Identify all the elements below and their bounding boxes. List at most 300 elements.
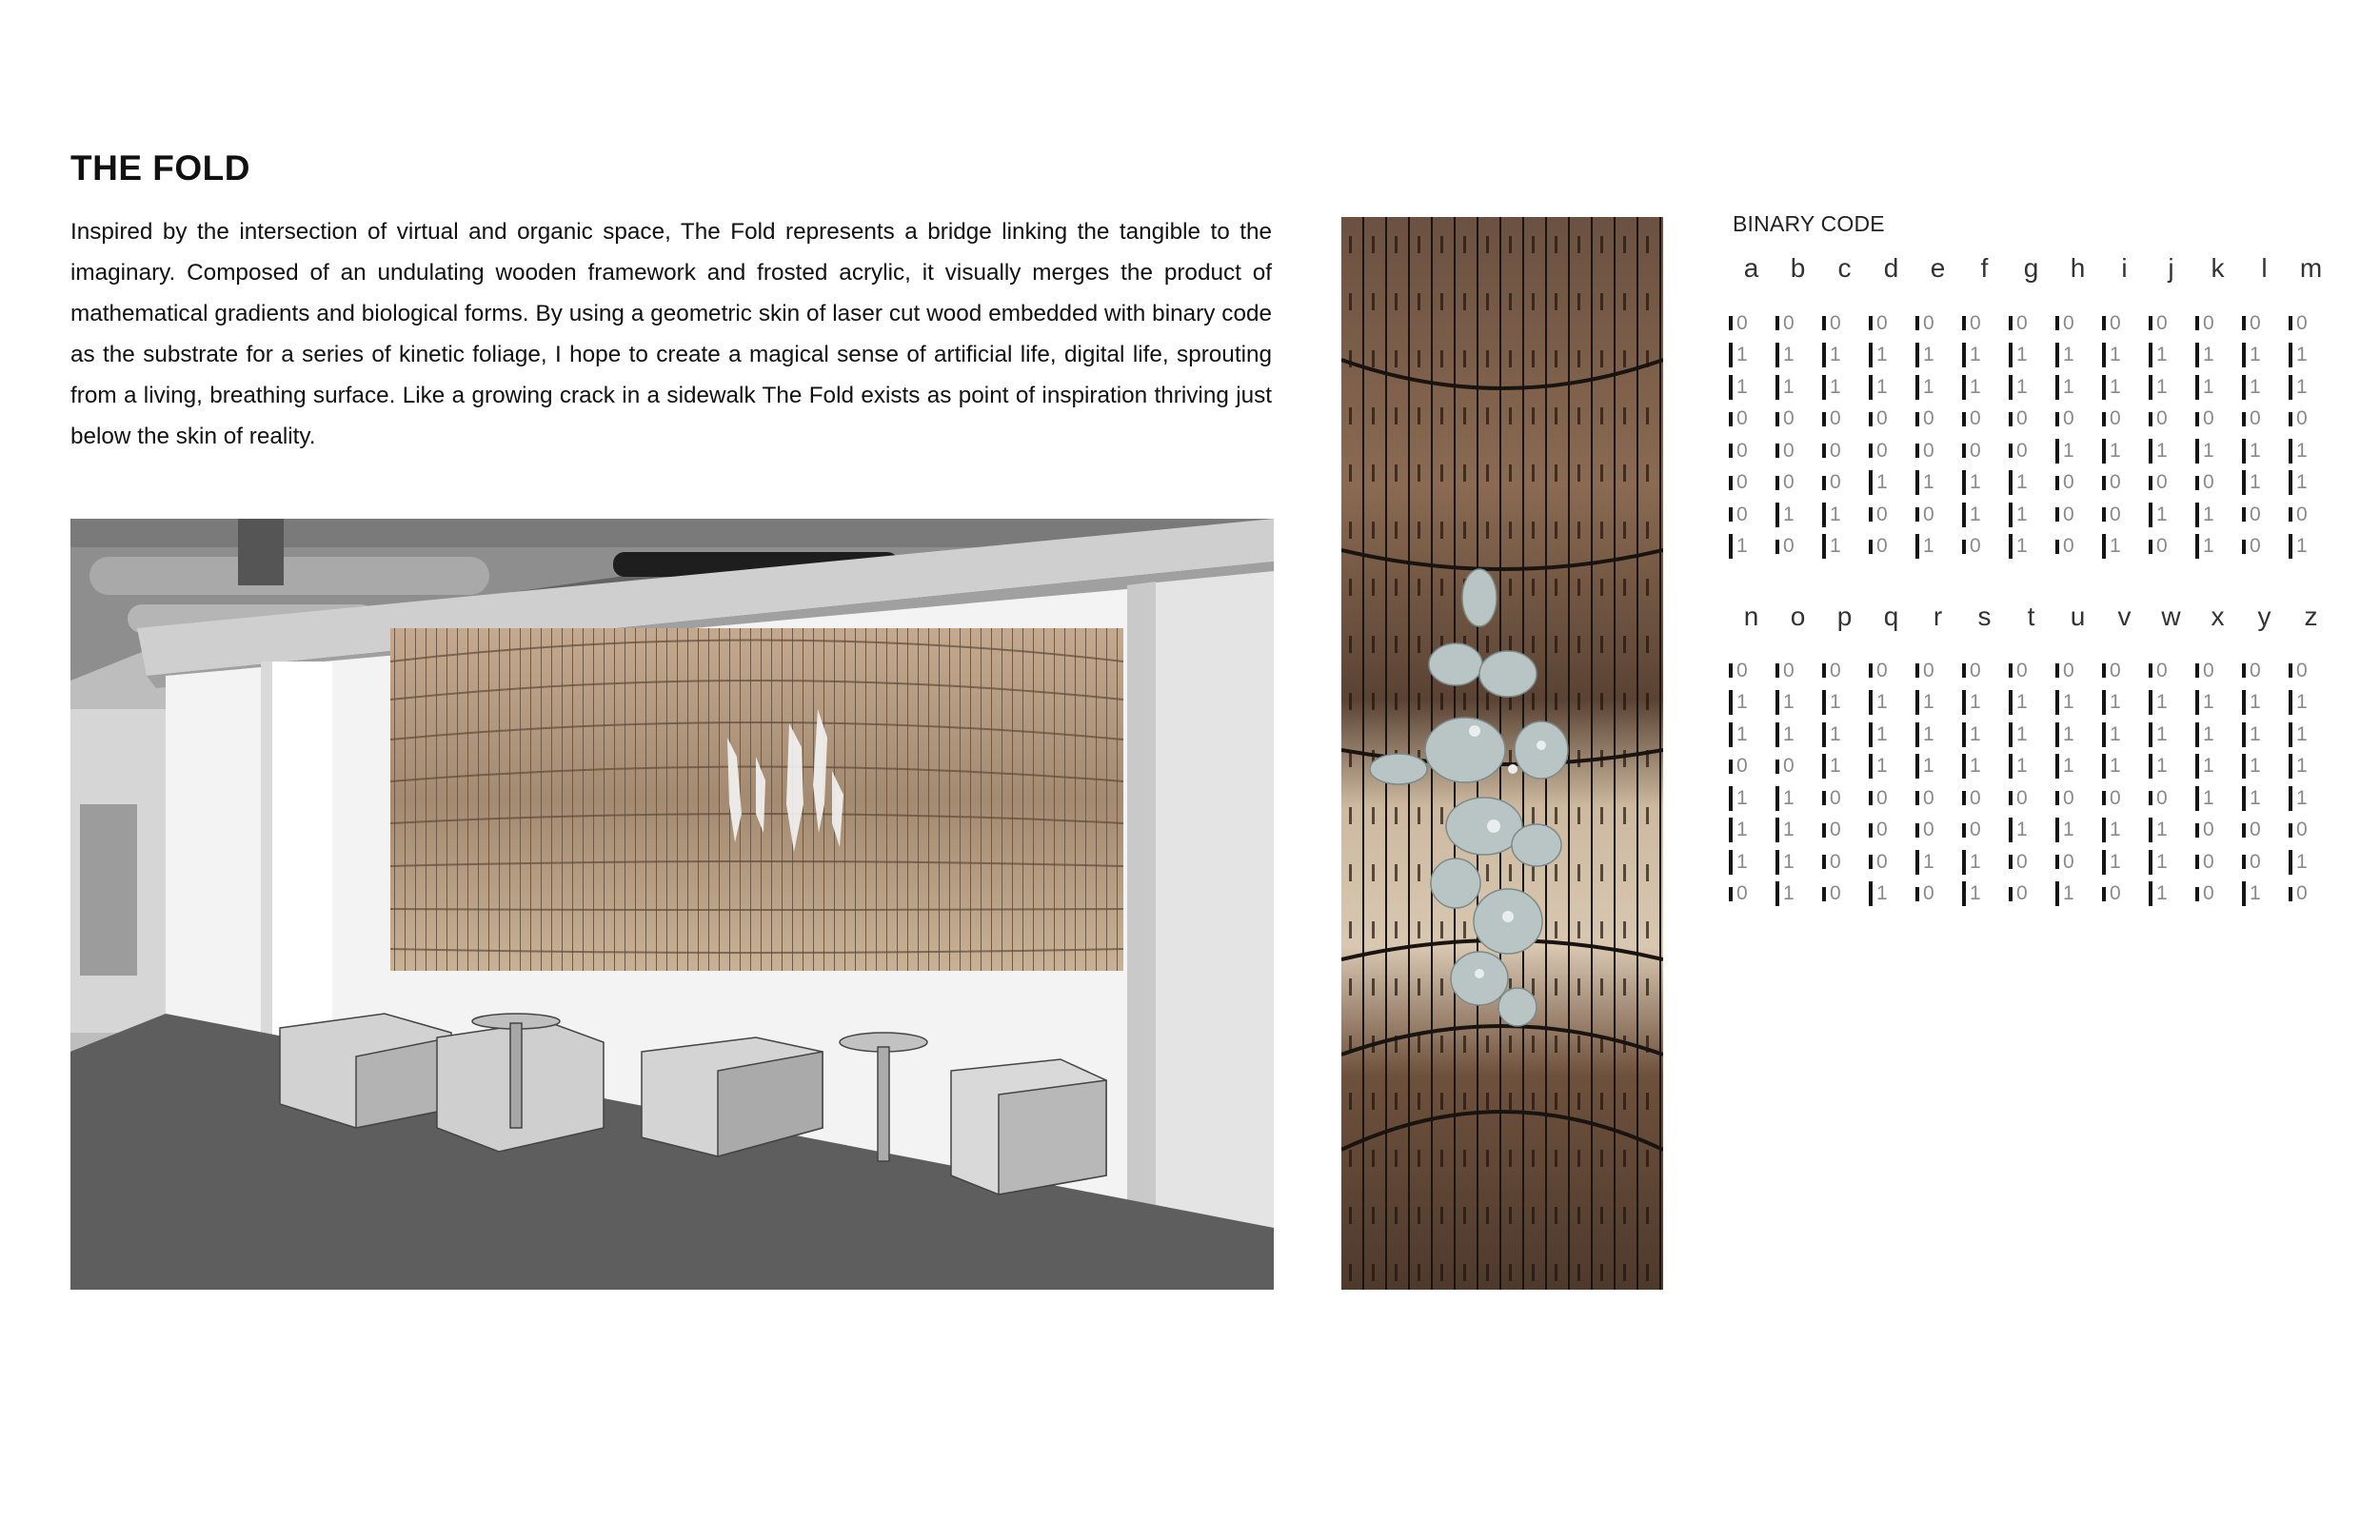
bit-bar-icon	[2009, 444, 2013, 458]
binary-bit	[2055, 751, 2102, 783]
bit-digit: 0	[2296, 819, 2308, 841]
bit-bar-icon	[2289, 439, 2292, 464]
bit-digit: 1	[2296, 755, 2308, 778]
binary-bit	[1962, 719, 2009, 751]
bit-bar-icon	[1729, 760, 1733, 774]
bit-bar-icon	[2102, 887, 2106, 901]
binary-bit	[2149, 719, 2195, 751]
bit-digit: 0	[2156, 659, 2168, 681]
binary-bit	[2289, 879, 2335, 911]
letter-o: o	[1790, 602, 1806, 631]
bit-digit: 1	[1923, 471, 1934, 494]
letter-n: n	[1743, 602, 1759, 631]
binary-bit	[1822, 499, 1869, 531]
bit-digit: 1	[2110, 535, 2121, 558]
bit-digit: 0	[2203, 659, 2214, 681]
bit-digit: 0	[1876, 439, 1888, 462]
bit-digit: 0	[2063, 311, 2074, 334]
binary-bit	[1962, 655, 2009, 687]
bit-digit: 0	[2296, 311, 2308, 334]
bit-bar-icon	[2055, 818, 2059, 842]
bit-bar-icon	[1962, 540, 1966, 554]
binary-bit	[2149, 531, 2195, 563]
bit-bar-icon	[2242, 375, 2246, 400]
bit-bar-icon	[2289, 850, 2292, 875]
binary-bit	[2009, 499, 2055, 531]
bit-digit: 0	[2016, 882, 2028, 905]
letter-p: p	[1836, 602, 1853, 631]
binary-bit	[2055, 435, 2102, 467]
bit-digit: 1	[2063, 439, 2074, 462]
binary-bit	[1775, 879, 1822, 911]
bit-digit: 0	[1830, 786, 1841, 809]
bit-bar-icon	[1775, 375, 1779, 400]
bit-digit: 0	[2063, 471, 2074, 494]
intro-paragraph: Inspired by the intersection of virtual and organic space, The Fold represents a bridge linking the tangible to the imaginary. Composed of an undulating wooden framework and frosted acrylic, it visually merges the product of mathematical gradients and biological forms. By using a geometric skin of laser cut wood embedded with binary code as the substrate for a series of kinetic foliage, I hope to create a magical sense of artificial life, digital life, sprouting from a living, breathing surface. Like a growing crack in a sidewalk The Fold exists as point of inspiration thriving just below the skin of reality.	[70, 219, 1272, 449]
bit-digit: 1	[1830, 722, 1841, 745]
binary-bit	[1729, 655, 1775, 687]
binary-bit	[2289, 846, 2335, 879]
binary-bit	[1775, 782, 1822, 815]
bit-digit: 1	[2110, 439, 2121, 462]
bit-bar-icon	[2009, 818, 2013, 842]
bit-bar-icon	[1729, 722, 1733, 747]
bit-bar-icon	[2055, 722, 2059, 747]
letter-row-a-m	[1728, 253, 2337, 284]
bit-digit: 1	[2156, 755, 2168, 778]
bit-digit: 1	[2296, 375, 2308, 398]
binary-bit	[2009, 687, 2055, 720]
binary-bit	[2195, 719, 2242, 751]
binary-bit	[1775, 751, 1822, 783]
binary-bit	[1962, 371, 2009, 404]
bit-bar-icon	[1822, 476, 1826, 490]
binary-bit	[2242, 307, 2289, 340]
bit-bar-icon	[1775, 881, 1779, 906]
binary-bit	[2102, 719, 2149, 751]
bit-bar-icon	[1915, 412, 1919, 426]
binary-bit	[1775, 404, 1822, 436]
bit-bar-icon	[2195, 412, 2199, 426]
bit-digit: 1	[1830, 535, 1841, 558]
interior-render-image	[70, 519, 1274, 1290]
binary-bit	[2055, 815, 2102, 847]
binary-bit	[1729, 751, 1775, 783]
binary-bit	[2195, 404, 2242, 436]
bit-bar-icon	[1822, 343, 1826, 367]
binary-bit	[2289, 307, 2335, 340]
binary-bit	[1729, 435, 1775, 467]
binary-bit	[2102, 751, 2149, 783]
binary-bit	[2242, 719, 2289, 751]
bit-bar-icon	[1962, 470, 1966, 495]
binary-bit	[1869, 371, 1915, 404]
binary-bit	[1822, 435, 1869, 467]
binary-bit	[1962, 499, 2009, 531]
bit-digit: 0	[1876, 407, 1888, 430]
bit-bar-icon	[2195, 786, 2199, 811]
bit-digit: 1	[1783, 344, 1795, 366]
bit-digit: 1	[2296, 344, 2308, 366]
bit-bar-icon	[2242, 316, 2246, 330]
binary-bit	[2289, 467, 2335, 500]
binary-bit	[1915, 846, 1962, 879]
bit-digit: 1	[2016, 503, 2028, 525]
binary-bit	[2195, 846, 2242, 879]
bit-digit: 1	[2296, 850, 2308, 873]
bit-digit: 1	[2016, 344, 2028, 366]
bit-bar-icon	[1962, 343, 1966, 367]
bit-bar-icon	[2242, 823, 2246, 838]
bit-bar-icon	[2195, 316, 2199, 330]
bit-digit: 0	[1736, 503, 1748, 525]
bit-digit: 0	[2296, 659, 2308, 681]
bit-bar-icon	[2055, 690, 2059, 715]
bit-digit: 0	[2063, 503, 2074, 525]
letter-g: g	[2023, 253, 2039, 283]
bit-digit: 1	[1876, 755, 1888, 778]
bit-digit: 1	[2203, 439, 2214, 462]
bit-digit: 1	[2203, 722, 2214, 745]
bit-digit: 1	[2110, 755, 2121, 778]
bit-digit: 1	[1783, 819, 1795, 841]
binary-bit	[2102, 655, 2149, 687]
bit-bar-icon	[1962, 690, 1966, 715]
bit-digit: 1	[2016, 722, 2028, 745]
bit-bar-icon	[2289, 786, 2292, 811]
binary-bit	[1869, 687, 1915, 720]
binary-bit	[1729, 499, 1775, 531]
bit-digit: 0	[1783, 755, 1795, 778]
bit-bar-icon	[2195, 887, 2199, 901]
binary-bit	[2055, 846, 2102, 879]
binary-bit	[2242, 435, 2289, 467]
bit-digit: 0	[1783, 471, 1795, 494]
bit-bar-icon	[1775, 476, 1779, 490]
binary-bit	[2009, 815, 2055, 847]
binary-bit	[2055, 340, 2102, 372]
bit-bar-icon	[2289, 412, 2292, 426]
binary-bit	[2055, 371, 2102, 404]
bit-bar-icon	[1869, 690, 1873, 715]
bit-digit: 0	[1830, 439, 1841, 462]
bit-bar-icon	[2102, 412, 2106, 426]
bit-digit: 1	[1736, 722, 1748, 745]
bit-digit: 0	[2296, 503, 2308, 525]
bit-bar-icon	[2195, 690, 2199, 715]
bit-bar-icon	[1729, 690, 1733, 715]
bit-bar-icon	[1775, 412, 1779, 426]
bit-digit: 1	[1736, 535, 1748, 558]
letter-e: e	[1930, 253, 1946, 283]
binary-bit	[2055, 404, 2102, 436]
binary-bit	[1915, 815, 1962, 847]
letter-l: l	[2261, 253, 2268, 283]
bit-bar-icon	[2289, 534, 2292, 559]
binary-bit	[2009, 531, 2055, 563]
binary-bit	[1962, 846, 2009, 879]
bit-bar-icon	[2009, 791, 2013, 805]
binary-bit	[2102, 435, 2149, 467]
bit-digit: 1	[2250, 722, 2261, 745]
bit-digit: 0	[1783, 535, 1795, 558]
bit-bar-icon	[2009, 690, 2013, 715]
bit-digit: 1	[2016, 535, 2028, 558]
binary-grid-a-m	[1729, 307, 2338, 563]
binary-bit	[1869, 751, 1915, 783]
bit-digit: 0	[1830, 407, 1841, 430]
bit-bar-icon	[1729, 507, 1733, 522]
bit-digit: 0	[2250, 503, 2261, 525]
bit-bar-icon	[2102, 316, 2106, 330]
bit-bar-icon	[2102, 663, 2106, 678]
bit-digit: 0	[2156, 407, 2168, 430]
binary-bit	[1869, 307, 1915, 340]
binary-bit	[2195, 687, 2242, 720]
bit-bar-icon	[1822, 663, 1826, 678]
bit-bar-icon	[1729, 343, 1733, 367]
bit-digit: 1	[2156, 344, 2168, 366]
binary-bit	[2149, 815, 2195, 847]
binary-bit	[2009, 435, 2055, 467]
binary-bit	[1869, 846, 1915, 879]
bit-digit: 1	[1783, 503, 1795, 525]
binary-bit	[2242, 655, 2289, 687]
bit-digit: 0	[1876, 850, 1888, 873]
binary-bit	[2289, 751, 2335, 783]
bit-bar-icon	[1729, 476, 1733, 490]
bit-digit: 0	[2296, 882, 2308, 905]
binary-bit	[2195, 467, 2242, 500]
binary-bit	[1962, 687, 2009, 720]
bit-bar-icon	[2149, 343, 2152, 367]
bit-bar-icon	[1962, 754, 1966, 779]
binary-bit	[1869, 499, 1915, 531]
letter-b: b	[1790, 253, 1806, 283]
binary-bit	[2195, 879, 2242, 911]
bit-bar-icon	[1869, 412, 1873, 426]
binary-bit	[1869, 435, 1915, 467]
bit-digit: 1	[2296, 691, 2308, 714]
binary-bit	[2149, 499, 2195, 531]
binary-bit	[1915, 307, 1962, 340]
letter-f: f	[1980, 253, 1989, 283]
bit-bar-icon	[2055, 855, 2059, 869]
bit-digit: 1	[1923, 722, 1934, 745]
bit-digit: 0	[1923, 819, 1934, 841]
bit-bar-icon	[1962, 316, 1966, 330]
bit-bar-icon	[1869, 881, 1873, 906]
bit-bar-icon	[1915, 507, 1919, 522]
binary-bit	[2242, 815, 2289, 847]
binary-bit	[2149, 371, 2195, 404]
bit-bar-icon	[1915, 343, 1919, 367]
binary-bit	[2195, 371, 2242, 404]
binary-bit	[2009, 404, 2055, 436]
bit-digit: 1	[2016, 471, 2028, 494]
bit-digit: 1	[1876, 375, 1888, 398]
bit-digit: 0	[2063, 786, 2074, 809]
bit-bar-icon	[2149, 503, 2152, 527]
bit-digit: 0	[2156, 535, 2168, 558]
binary-bit	[1822, 846, 1869, 879]
bit-bar-icon	[2149, 690, 2152, 715]
bit-bar-icon	[2055, 439, 2059, 464]
bit-bar-icon	[1962, 412, 1966, 426]
bit-bar-icon	[1822, 855, 1826, 869]
letter-d: d	[1883, 253, 1899, 283]
bit-bar-icon	[1775, 316, 1779, 330]
bit-bar-icon	[1729, 375, 1733, 400]
binary-bit	[2102, 404, 2149, 436]
bit-bar-icon	[1962, 444, 1966, 458]
binary-bit	[1729, 340, 1775, 372]
binary-bit	[2195, 435, 2242, 467]
bit-digit: 0	[2250, 819, 2261, 841]
bit-digit: 1	[2156, 819, 2168, 841]
bit-bar-icon	[2149, 881, 2152, 906]
letter-r: r	[1933, 602, 1943, 631]
bit-bar-icon	[1915, 850, 1919, 875]
bit-digit: 1	[1783, 882, 1795, 905]
bit-digit: 1	[2156, 503, 2168, 525]
bit-digit: 0	[1876, 819, 1888, 841]
bit-bar-icon	[1962, 375, 1966, 400]
bit-digit: 1	[2250, 344, 2261, 366]
bit-bar-icon	[1869, 663, 1873, 678]
bit-bar-icon	[2055, 881, 2059, 906]
binary-bit	[2149, 846, 2195, 879]
bit-bar-icon	[2149, 791, 2152, 805]
binary-bit	[2195, 499, 2242, 531]
binary-bit	[2149, 340, 2195, 372]
bit-bar-icon	[2195, 855, 2199, 869]
bit-digit: 0	[1923, 659, 1934, 681]
bit-bar-icon	[2009, 343, 2013, 367]
bit-bar-icon	[2242, 754, 2246, 779]
binary-bit	[2149, 467, 2195, 500]
bit-digit: 1	[2203, 755, 2214, 778]
binary-bit	[1915, 687, 1962, 720]
bit-bar-icon	[2102, 439, 2106, 464]
bit-bar-icon	[1915, 690, 1919, 715]
bit-bar-icon	[2149, 850, 2152, 875]
binary-bit	[2149, 751, 2195, 783]
binary-bit	[2009, 751, 2055, 783]
binary-bit	[2242, 751, 2289, 783]
letter-c: c	[1837, 253, 1852, 283]
binary-bit	[2242, 687, 2289, 720]
letter-row-n-z	[1728, 602, 2337, 632]
binary-bit	[1822, 340, 1869, 372]
bit-bar-icon	[2009, 663, 2013, 678]
bit-bar-icon	[2289, 316, 2292, 330]
bit-digit: 1	[1830, 503, 1841, 525]
binary-bit	[2055, 782, 2102, 815]
bit-bar-icon	[1915, 375, 1919, 400]
bit-digit: 1	[1736, 691, 1748, 714]
bit-digit: 0	[2016, 850, 2028, 873]
binary-bit	[2242, 404, 2289, 436]
bit-digit: 1	[2250, 786, 2261, 809]
binary-bit	[2242, 531, 2289, 563]
binary-bit	[1915, 655, 1962, 687]
bit-digit: 0	[1783, 311, 1795, 334]
binary-bit	[2149, 435, 2195, 467]
bit-bar-icon	[1729, 786, 1733, 811]
bit-digit: 1	[2110, 344, 2121, 366]
bit-bar-icon	[1775, 786, 1779, 811]
bit-digit: 1	[2156, 439, 2168, 462]
bit-digit: 0	[2016, 311, 2028, 334]
bit-bar-icon	[2009, 887, 2013, 901]
binary-bit	[1915, 499, 1962, 531]
bit-bar-icon	[1915, 316, 1919, 330]
binary-bit	[1869, 719, 1915, 751]
bit-digit: 0	[1736, 755, 1748, 778]
bit-bar-icon	[2149, 439, 2152, 464]
bit-bar-icon	[2102, 791, 2106, 805]
binary-bit	[2149, 404, 2195, 436]
bit-digit: 1	[1970, 882, 1981, 905]
bit-bar-icon	[1775, 444, 1779, 458]
bit-bar-icon	[1915, 791, 1919, 805]
binary-bit	[1915, 879, 1962, 911]
bit-digit: 1	[1736, 344, 1748, 366]
bit-bar-icon	[2195, 534, 2199, 559]
letter-k: k	[2211, 253, 2225, 283]
bit-digit: 1	[2250, 691, 2261, 714]
bit-digit: 0	[2110, 311, 2121, 334]
bit-digit: 0	[1736, 659, 1748, 681]
letter-j: j	[2168, 253, 2174, 283]
bit-bar-icon	[2289, 887, 2292, 901]
bit-bar-icon	[1869, 470, 1873, 495]
bit-bar-icon	[2009, 316, 2013, 330]
binary-grid-n-z	[1729, 655, 2338, 910]
bit-digit: 0	[2250, 850, 2261, 873]
bit-digit: 1	[2016, 691, 2028, 714]
bit-bar-icon	[2009, 470, 2013, 495]
bit-digit: 0	[2110, 659, 2121, 681]
bit-bar-icon	[2149, 412, 2152, 426]
bit-bar-icon	[1729, 887, 1733, 901]
bit-digit: 0	[1970, 407, 1981, 430]
bit-digit: 0	[1876, 535, 1888, 558]
bit-digit: 1	[1970, 722, 1981, 745]
binary-bit	[1729, 307, 1775, 340]
binary-bit	[1962, 467, 2009, 500]
bit-digit: 0	[2203, 819, 2214, 841]
bit-digit: 1	[2063, 375, 2074, 398]
bit-bar-icon	[2289, 375, 2292, 400]
binary-bit	[2195, 751, 2242, 783]
letter-m: m	[2299, 253, 2323, 283]
binary-bit	[2102, 531, 2149, 563]
bit-digit: 1	[1876, 471, 1888, 494]
bit-bar-icon	[1869, 754, 1873, 779]
bit-bar-icon	[2009, 855, 2013, 869]
binary-bit	[1775, 687, 1822, 720]
bit-bar-icon	[2289, 470, 2292, 495]
bit-bar-icon	[1775, 722, 1779, 747]
binary-bit	[1775, 340, 1822, 372]
bit-digit: 1	[1830, 375, 1841, 398]
binary-bit	[2009, 879, 2055, 911]
bit-digit: 0	[1783, 659, 1795, 681]
bit-digit: 0	[1876, 503, 1888, 525]
binary-bit	[1729, 531, 1775, 563]
